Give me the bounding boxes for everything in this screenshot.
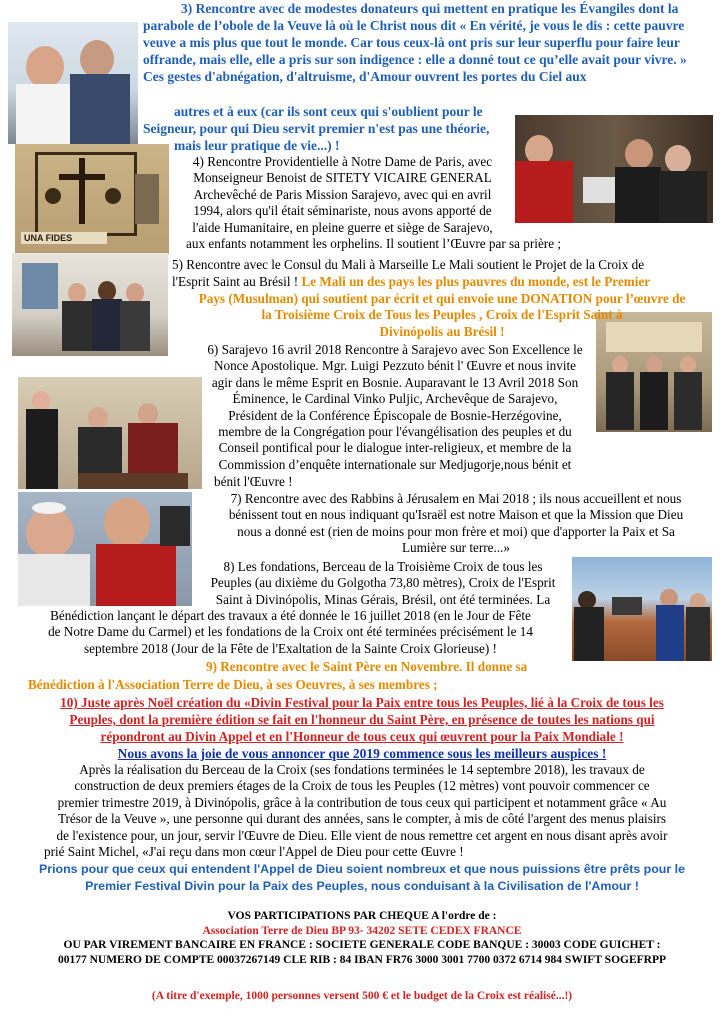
footer-address: Association Terre de Dieu BP 93- 34202 SETE CEDEX FRANCE [202, 924, 522, 937]
section-4-line: Archevêché de Paris Mission Sarajevo, avec qui en avril [193, 186, 492, 202]
photo-foundations [572, 557, 712, 661]
body-line: premier trimestre 2019, à Divinópolis, grâce à la contribution de tous ceux qui participent et notamment grâce « Au [57, 794, 667, 810]
section-8-line: de Notre Dame du Carmel) et les fondations de la Croix ont été terminées précisément le 14 [48, 624, 533, 640]
section-7-text [194, 491, 718, 557]
section-6-last-line: bénit l'Œuvre ! [214, 474, 293, 489]
prayer [0, 861, 724, 895]
footer-example: (A titre d'exemple, 1000 personnes versent 500 € et le budget de la Croix est réalisé...!) [151, 990, 573, 1002]
section-6-line: Président de la Conférence Épiscopale de Bosnie-Herzégovine, [228, 407, 562, 423]
section-5-orange-line: la Troisième Croix de Tous les Peuples , Croix de l'Esprit Saint à [261, 307, 623, 323]
section-4-line: 4) Rencontre Providentielle à Notre Dame de Paris, avec [192, 154, 493, 169]
section-10-line: répondront au Divin Appel et en l'Honneur de tous ceux qui œuvrent pour la Paix Mondiale ! [100, 729, 624, 744]
section-6-line: Éminence, le Cardinal Vinko Puljic, Archevêque de Sarajevo, [232, 391, 558, 407]
section-4-line: l'aide Humanitaire, en pleine guerre et siège de Sarajevo, [192, 219, 493, 235]
photo-cardinal [18, 377, 202, 489]
section-4-text [170, 154, 515, 236]
section-4-line: Monseigneur Benoist de SITETY VICAIRE GENERAL [193, 170, 492, 186]
photo-crest [15, 144, 169, 254]
footer-bank-2: 00177 NUMERO DE COMPTE 00037267149 CLE RIB : 84 IBAN FR76 3000 3001 7700 0372 6714 984 SWIFT SOGEFRPP [57, 953, 667, 966]
section-9-line-2: Bénédiction à l'Association Terre de Dieu, à ses Oeuvres, à ses membres ; [28, 677, 438, 692]
section-5-line-2-orange: Le Mali un des pays les plus pauvres du monde, est le Premier [301, 274, 651, 289]
prayer-line: Premier Festival Divin pour la Paix des Peuples, nous conduisant à la Civilisation de l'Amour ! [85, 879, 639, 893]
section-10-line: Peuples, dont la première édition se fait en l'honneur du Saint Père, en présence de toutes les nations qui [69, 712, 655, 727]
section-8-line: Bénédiction lançant le départ des travaux a été donnée le 16 juillet 2018 (en le Jour de Fête [50, 608, 531, 623]
section-7-line: 7) Rencontre avec des Rabbins à Jérusalem en Mai 2018 ; ils nous accueillent et nous [230, 491, 682, 506]
section-8-line: septembre 2018 (Jour de la Fête de l'Exaltation de la Sainte Croix Glorieuse) ! [84, 640, 497, 656]
announcement: Nous avons la joie de vous annoncer que 2019 commence sous les meilleurs auspices ! [117, 746, 607, 761]
body-last-line: prié Saint Michel, «J'ai reçu dans mon cœur l'Appel de Dieu pour cette Œuvre ! [44, 844, 464, 859]
section-3-tail-2: Seigneur, pour qui Dieu servit premier n'est pas une théorie, [143, 121, 490, 136]
body-paragraph [0, 762, 724, 844]
section-3-lead: 3) Rencontre avec de modestes donateurs qui mettent en pratique les Évangiles dont la parabole de l’obole de la Veuve là où le Christ nous dit « En vérité, je vous le dis : cette pauvre veuve a mis plus que tout le monde. Car tous ceux-là ont pris sur leur superflu pour faire leur offrande, mais elle, elle a pris sur son indigence : elle a donné tout ce qu’elle avait pour vivre. » Ces gestes d'abnégation, d'altruisme, d'Amour ouvrent les portes du Ciel aux [143, 1, 687, 84]
section-5-orange-line: Divinópolis au Brésil ! [379, 323, 505, 339]
section-5-orange [172, 291, 712, 340]
section-7-line: bénissent tout en nous indiquant qu'Israël est notre Maison et que la Mission que Dieu [228, 507, 684, 523]
section-5-line-1: 5) Rencontre avec le Consul du Mali à Marseille Le Mali soutient le Projet de la Croix de [172, 257, 645, 272]
section-5-orange-line: Pays (Musulman) qui soutient par écrit et qui envoie une DONATION pour l’œuvre de [198, 291, 686, 306]
photo-notre-dame [515, 115, 713, 223]
section-6-line: Conseil pontifical pour le dialogue inter-religieux, et membre de la [218, 440, 572, 456]
section-4-line: 1994, alors qu'il était séminariste, nous avons apporté de [193, 203, 492, 219]
section-7-line: nous a donné est (rien de moins pour mon frère et moi) que d'apporter la Paix et Sa [237, 523, 675, 539]
photo-consul-mali [12, 253, 168, 356]
section-7-line: Lumière sur terre...» [401, 540, 511, 556]
body-line: de l'existence pour, un jour, servir l'Œuvre de Dieu. Elle vient de nous remettre cet argent en nous disant après avoir [56, 827, 668, 843]
section-5-line-2 [172, 274, 650, 290]
footer-bank-1: OU PAR VIREMENT BANCAIRE EN FRANCE : SOCIETE GENERALE CODE BANQUE : 30003 CODE GUICHET : [63, 939, 661, 951]
section-6-line: agir dans le même Esprit en Bosnie. Auparavant le 13 Avril 2018 Son [211, 374, 579, 390]
section-3-tail-3: mais leur pratique de vie...) ! [174, 138, 340, 153]
section-3-text [143, 0, 711, 85]
section-3-tail-1: autres et à eux (car ils sont ceux qui s'oublient pour le [174, 104, 483, 119]
body-line: Après la réalisation du Berceau de la Croix (ses fondations terminées le 14 septembre 2018), les travaux de [79, 762, 645, 777]
prayer-line: Prions pour que ceux qui entendent l'Appel de Dieu soient nombreux et que nous puissions être prêts pour le [39, 862, 685, 876]
footer [0, 909, 724, 967]
section-8-line: Peuples (au dixième du Golgotha 73,80 mètres), Croix de l'Esprit [210, 575, 556, 591]
section-6-line: Commission d’enquête internationale sur Medjugorje,nous bénit et [218, 456, 572, 472]
section-8-line: 8) Les fondations, Berceau de la Troisième Croix de tous les [223, 559, 543, 574]
section-4-last-line: aux enfants notamment les orphelins. Il soutient l’Œuvre par sa prière ; [186, 236, 562, 251]
body-line: construction de deux premiers étages de la Croix de tous les Peuples (12 mètres) vont pouvoir commencer ce [74, 778, 650, 794]
section-8-line: Saint à Divinópolis, Minas Gérais, Brésil, ont été terminées. La [215, 591, 551, 607]
section-6-line: Nonce Apostolique. Mgr. Luigi Pezzuto bénit l' Œuvre et nous invite [213, 358, 577, 374]
section-10-line: 10) Juste après Noël création du «Divin Festival pour la Paix entre tous les Peuples, lié à la Croix de tous les [60, 695, 664, 710]
section-6-text [198, 342, 592, 473]
section-9-line-1: 9) Rencontre avec le Saint Père en Novembre. Il donne sa [206, 659, 528, 674]
crest-caption: UNA FIDES [21, 232, 107, 244]
section-6-line: 6) Sarajevo 16 avril 2018 Rencontre à Sarajevo avec Son Excellence le [207, 342, 583, 357]
section-10-text [0, 694, 724, 745]
photo-rabbis [18, 492, 192, 606]
photo-donors [8, 22, 138, 144]
section-6-line: membre de la Congrégation pour l'évangélisation des peuples et du [218, 424, 572, 440]
footer-cheque: VOS PARTICIPATIONS PAR CHEQUE A l'ordre de : [227, 910, 497, 922]
section-8-text [194, 559, 572, 608]
section-8-text-wide [8, 608, 573, 657]
section-5-line-2-black: l'Esprit Saint au Brésil ! [172, 274, 302, 289]
body-line: Trésor de la Veuve », une personne qui durant des années, sans le compter, à mis de côté l'argent des menus plaisirs [57, 811, 667, 827]
